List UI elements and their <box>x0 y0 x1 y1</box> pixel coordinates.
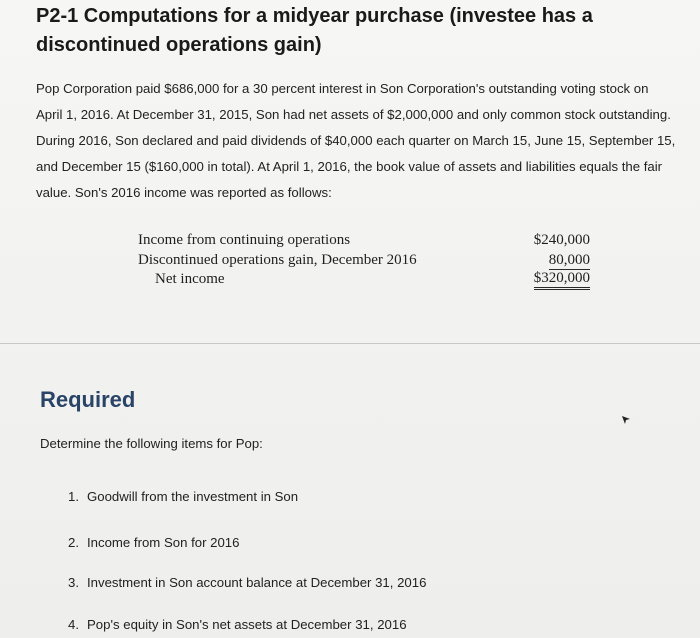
income-row-label: Net income <box>155 271 225 287</box>
list-item <box>68 489 298 504</box>
required-instruction: Determine the following items for Pop: <box>40 436 263 451</box>
list-item-number: 1. <box>68 489 79 504</box>
problem-title: P2-1 Computations for a midyear purchase (investee has a discontinued operations gain) <box>36 5 593 56</box>
income-row-label: Discontinued operations gain, December 2016 <box>138 251 417 268</box>
list-item-text: Goodwill from the investment in Son <box>87 489 299 504</box>
list-item <box>68 535 239 550</box>
income-row-amount: 80,000 <box>548 251 590 268</box>
income-row-discontinued <box>138 251 590 271</box>
list-item-text: Investment in Son account balance at December 31, 2016 <box>87 575 427 590</box>
list-item-number: 2. <box>68 535 79 550</box>
required-heading: Required <box>40 387 136 412</box>
income-row-amount: $240,000 <box>533 232 590 248</box>
list-item-number: 3. <box>68 575 79 590</box>
income-statement <box>138 231 590 290</box>
list-item-text: Income from Son for 2016 <box>87 535 240 550</box>
list-item <box>68 617 407 632</box>
income-row-net-income <box>138 270 590 290</box>
income-row-continuing <box>138 231 590 251</box>
list-item <box>68 575 426 590</box>
mouse-pointer-icon <box>621 415 631 425</box>
list-item-number: 4. <box>68 617 79 632</box>
income-row-amount: $320,000 <box>534 270 590 290</box>
list-item-text: Pop's equity in Son's net assets at December 31, 2016 <box>87 617 407 632</box>
problem-intro: Pop Corporation paid $686,000 for a 30 percent interest in Son Corporation's outstanding voting stock on April 1, 2016. At December 31, 2015, Son had net assets of $2,000,000 and only common stock outstanding. During 2016, Son declared and paid dividends of $40,000 each quarter on March 15, June 15, September 15, and December 15 ($160,000 in total). At April 1, 2016, the book value of assets and liabilities equals the fair value. Son's 2016 income was reported as follows: <box>36 81 676 200</box>
section-divider <box>0 343 700 344</box>
income-row-label: Income from continuing operations <box>138 232 351 248</box>
